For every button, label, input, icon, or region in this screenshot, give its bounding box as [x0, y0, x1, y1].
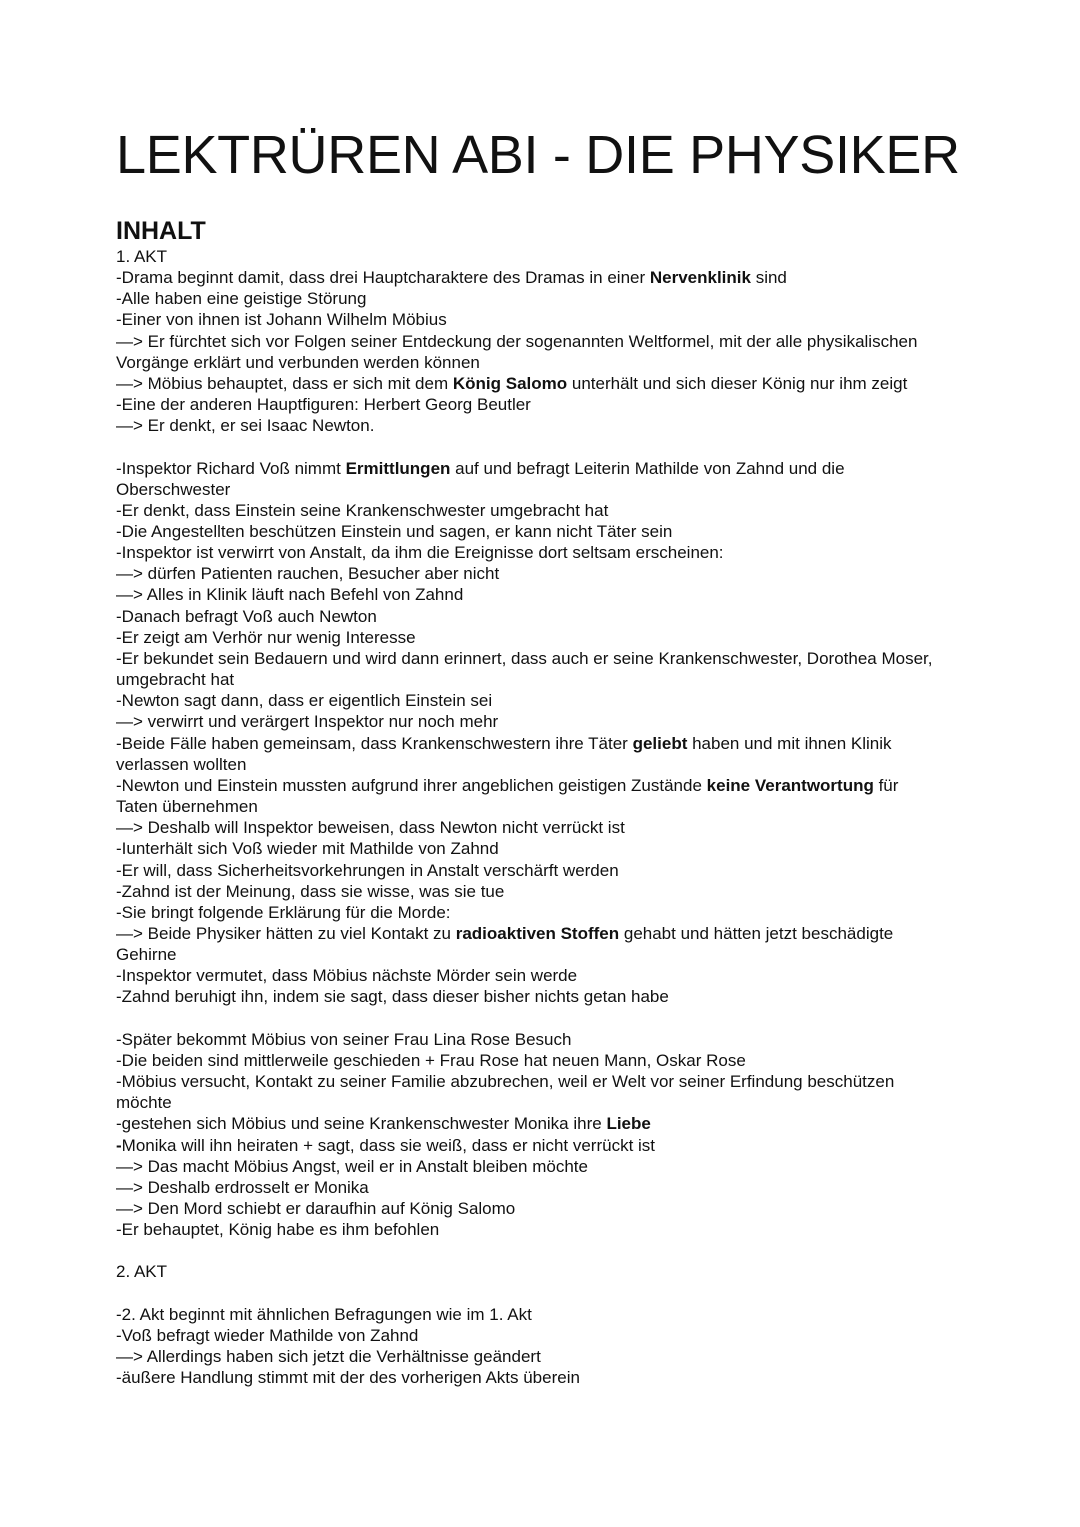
text-line	[116, 1346, 996, 1367]
blank-line	[116, 1283, 996, 1304]
text-line	[116, 965, 996, 986]
text-segment: verlassen wollten	[116, 754, 247, 774]
bold-text: radioaktiven Stoffen	[455, 923, 620, 943]
text-line	[116, 1135, 996, 1156]
text-line	[116, 1092, 996, 1113]
text-segment: -Alle haben eine geistige Störung	[116, 289, 367, 309]
text-segment: -Inspektor ist verwirrt von Anstalt, da ihm die Ereignisse dort seltsam erscheinen:	[116, 543, 724, 563]
text-segment: —> dürfen Patienten rauchen, Besucher aber nicht	[116, 564, 500, 584]
text-line	[116, 309, 996, 330]
text-line	[116, 1177, 996, 1198]
text-line	[116, 902, 996, 923]
text-line	[116, 1198, 996, 1219]
text-segment: —> Er denkt, er sei Isaac Newton.	[116, 416, 375, 436]
text-segment: -Er denkt, dass Einstein seine Krankenschwester umgebracht hat	[116, 500, 609, 520]
text-segment: Monika will ihn heiraten + sagt, dass sie weiß, dass er nicht verrückt ist	[121, 1135, 656, 1155]
blank-line	[116, 1240, 996, 1261]
text-line	[116, 563, 996, 584]
text-line	[116, 415, 996, 436]
text-segment: möchte	[116, 1093, 172, 1113]
text-segment: -Newton und Einstein mussten aufgrund ihrer angeblichen geistigen Zustände	[116, 775, 707, 795]
text-segment: -Später bekommt Möbius von seiner Frau Lina Rose Besuch	[116, 1029, 572, 1049]
text-line	[116, 627, 996, 648]
text-segment: -Zahnd beruhigt ihn, indem sie sagt, dass dieser bisher nichts getan habe	[116, 987, 669, 1007]
text-segment: -Er behauptet, König habe es ihm befohlen	[116, 1220, 440, 1240]
text-segment: -Inspektor Richard Voß nimmt	[116, 458, 346, 478]
bold-text: geliebt	[632, 733, 688, 753]
text-segment: -Er bekundet sein Bedauern und wird dann erinnert, dass auch er seine Krankenschwester, Dorothea Moser,	[116, 648, 933, 668]
text-line	[116, 754, 996, 775]
text-segment: sind	[750, 268, 787, 288]
text-line	[116, 1261, 996, 1282]
text-segment: unterhält und sich dieser König nur ihm zeigt	[567, 373, 908, 393]
text-line	[116, 944, 996, 965]
text-segment: —> verwirrt und verärgert Inspektor nur noch mehr	[116, 712, 499, 732]
text-line	[116, 817, 996, 838]
text-segment: -Er will, dass Sicherheitsvorkehrungen in Anstalt verschärft werden	[116, 860, 619, 880]
text-segment: —> Alles in Klinik läuft nach Befehl von Zahnd	[116, 585, 464, 605]
bold-text: -	[116, 1135, 122, 1155]
text-segment: Oberschwester	[116, 479, 231, 499]
document-body	[116, 246, 996, 1388]
text-segment: -Einer von ihnen ist Johann Wilhelm Möbius	[116, 310, 447, 330]
text-line	[116, 500, 996, 521]
document-page	[116, 122, 996, 1388]
text-line	[116, 986, 996, 1007]
text-line	[116, 838, 996, 859]
text-segment: auf und befragt Leiterin Mathilde von Zahnd und die	[450, 458, 845, 478]
text-line	[116, 458, 996, 479]
text-line	[116, 775, 996, 796]
text-segment: —> Deshalb will Inspektor beweisen, dass Newton nicht verrückt ist	[116, 818, 625, 838]
text-line	[116, 1071, 996, 1092]
text-segment: -Die beiden sind mittlerweile geschieden + Frau Rose hat neuen Mann, Oskar Rose	[116, 1050, 746, 1070]
text-segment: Gehirne	[116, 945, 177, 965]
text-segment: -Eine der anderen Hauptfiguren: Herbert Georg Beutler	[116, 395, 531, 415]
text-line	[116, 690, 996, 711]
text-line	[116, 860, 996, 881]
bold-text: Liebe	[606, 1114, 651, 1134]
text-segment: Taten übernehmen	[116, 797, 258, 817]
text-segment: -Er zeigt am Verhör nur wenig Interesse	[116, 627, 416, 647]
text-segment: -Möbius versucht, Kontakt zu seiner Familie abzubrechen, weil er Welt vor seiner Erfindung beschützen	[116, 1072, 895, 1092]
text-segment: —> Beide Physiker hätten zu viel Kontakt zu	[116, 923, 456, 943]
text-segment: -Sie bringt folgende Erklärung für die Morde:	[116, 902, 451, 922]
text-segment: -Danach befragt Voß auch Newton	[116, 606, 377, 626]
text-line	[116, 542, 996, 563]
text-line	[116, 1325, 996, 1346]
text-segment: haben und mit ihnen Klinik	[687, 733, 892, 753]
text-segment: -Voß befragt wieder Mathilde von Zahnd	[116, 1325, 419, 1345]
text-line	[116, 923, 996, 944]
text-line	[116, 606, 996, 627]
bold-text: König Salomo	[452, 373, 568, 393]
bold-text: Ermittlungen	[345, 458, 451, 478]
text-segment: -Drama beginnt damit, dass drei Hauptcharaktere des Dramas in einer	[116, 268, 650, 288]
text-line	[116, 669, 996, 690]
text-segment: -Die Angestellten beschützen Einstein und sagen, er kann nicht Täter sein	[116, 522, 673, 542]
text-line	[116, 584, 996, 605]
text-line	[116, 394, 996, 415]
blank-line	[116, 436, 996, 457]
text-segment: -2. Akt beginnt mit ähnlichen Befragungen wie im 1. Akt	[116, 1304, 532, 1324]
text-segment: 1. AKT	[116, 247, 168, 266]
text-line	[116, 796, 996, 817]
text-line	[116, 1113, 996, 1134]
bold-text: Nervenklinik	[649, 268, 751, 288]
section-heading: INHALT	[116, 217, 206, 245]
text-line	[116, 881, 996, 902]
text-line	[116, 331, 996, 352]
text-line	[116, 288, 996, 309]
text-line	[116, 352, 996, 373]
text-segment: -Inspektor vermutet, dass Möbius nächste Mörder sein werde	[116, 966, 578, 986]
text-segment: —> Den Mord schiebt er daraufhin auf König Salomo	[116, 1199, 516, 1218]
blank-line	[116, 1008, 996, 1029]
text-line	[116, 1029, 996, 1050]
text-segment: —> Er fürchtet sich vor Folgen seiner Entdeckung der sogenannten Weltformel, mit der alle physikalischen	[116, 331, 918, 351]
text-line	[116, 1156, 996, 1177]
text-segment: umgebracht hat	[116, 670, 235, 690]
text-segment: für	[873, 775, 899, 795]
text-segment: —> Möbius behauptet, dass er sich mit dem	[116, 373, 453, 393]
text-line	[116, 246, 996, 267]
text-line	[116, 373, 996, 394]
text-line	[116, 1219, 996, 1240]
text-segment: -Newton sagt dann, dass er eigentlich Einstein sei	[116, 691, 493, 711]
document-title: LEKTRÜREN ABI - DIE PHYSIKER	[116, 125, 960, 185]
text-line	[116, 733, 996, 754]
text-segment: —> Deshalb erdrosselt er Monika	[116, 1177, 369, 1197]
text-segment: —> Das macht Möbius Angst, weil er in Anstalt bleiben möchte	[116, 1156, 588, 1176]
text-segment: -Zahnd ist der Meinung, dass sie wisse, was sie tue	[116, 881, 505, 901]
text-segment: -Beide Fälle haben gemeinsam, dass Krankenschwestern ihre Täter	[116, 733, 633, 753]
text-line	[116, 521, 996, 542]
text-segment: -Iunterhält sich Voß wieder mit Mathilde von Zahnd	[116, 839, 499, 859]
text-line	[116, 711, 996, 732]
text-line	[116, 1304, 996, 1325]
bold-text: keine Verantwortung	[706, 775, 874, 795]
text-segment: 2. AKT	[116, 1262, 168, 1282]
text-segment: gehabt und hätten jetzt beschädigte	[619, 923, 894, 943]
text-segment: -gestehen sich Möbius und seine Krankenschwester Monika ihre	[116, 1114, 607, 1134]
text-segment: -äußere Handlung stimmt mit der des vorherigen Akts überein	[116, 1368, 580, 1388]
text-segment: Vorgänge erklärt und verbunden werden können	[116, 352, 480, 372]
text-segment: —> Allerdings haben sich jetzt die Verhältnisse geändert	[116, 1347, 541, 1367]
text-line	[116, 267, 996, 288]
text-line	[116, 479, 996, 500]
text-line	[116, 1050, 996, 1071]
text-line	[116, 648, 996, 669]
text-line	[116, 1367, 996, 1388]
